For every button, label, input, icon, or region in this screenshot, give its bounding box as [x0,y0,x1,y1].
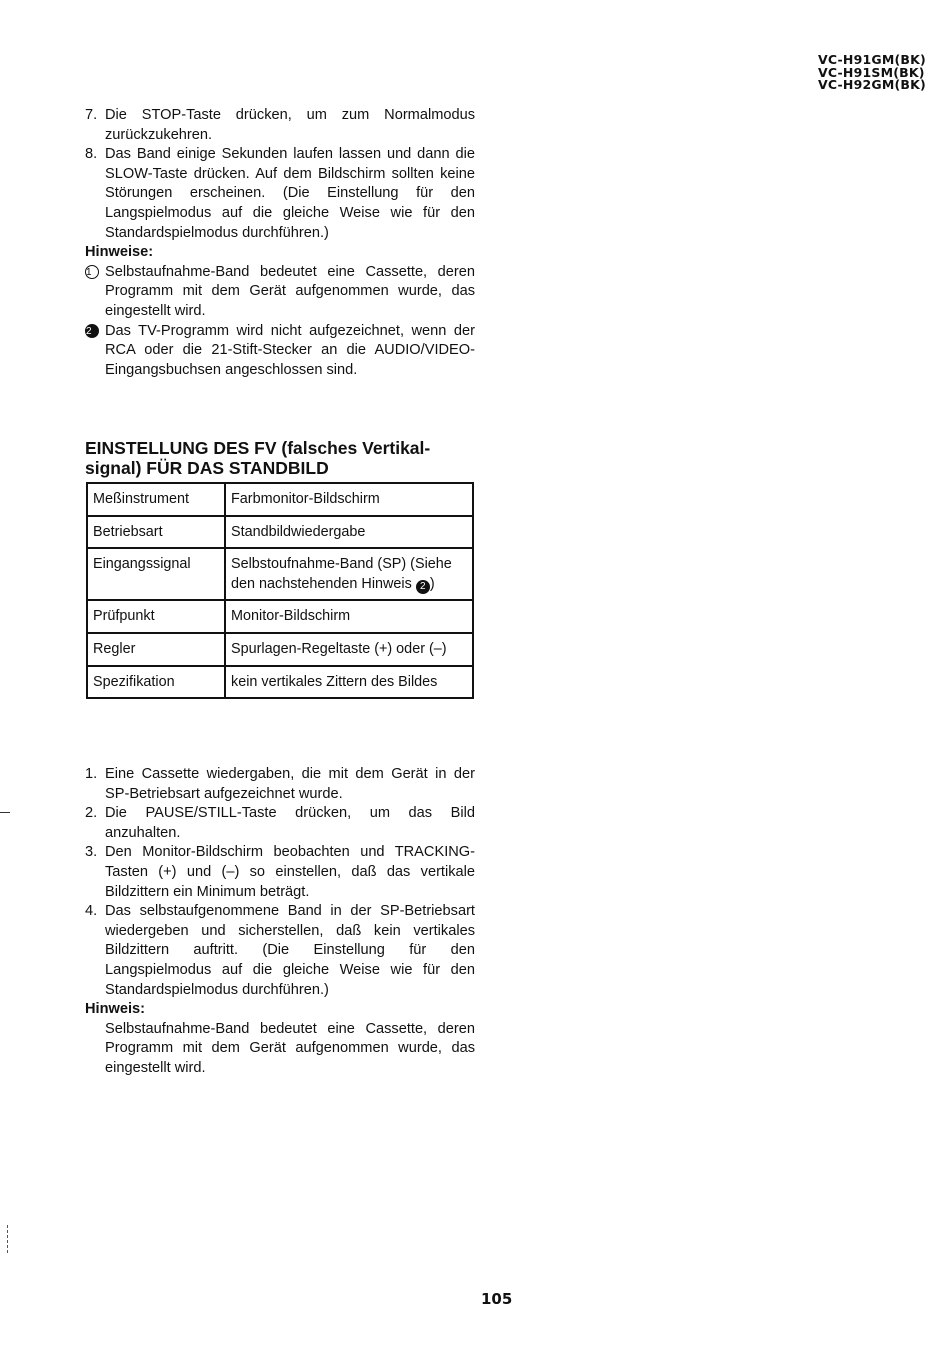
table-key: Spezifikation [87,666,225,699]
model-number: VC-H92GM(BK) [818,77,926,92]
table-value: Spurlagen-Regeltaste (+) oder (–) [225,633,473,666]
section-title: EINSTELLUNG DES FV (falsches Vertikal-signal) FÜR DAS STANDBILD [85,438,431,478]
step-item [85,804,475,843]
table-value: Standbildwiedergabe [225,516,473,549]
table-key: Prüfpunkt [87,600,225,633]
note-text: Das TV-Programm wird nicht aufgezeichnet, wenn der RCA oder die 21-Stift-Stecker an die AUDIO/VIDEO-Eingangsbuchsen angeschlossen sind. [105,322,475,378]
circled-number-icon: 1 [85,265,99,279]
step-text: Die STOP-Taste drücken, um zum Normalmodus zurückzukehren. [105,107,475,143]
table-row [87,483,473,516]
table-value: kein vertikales Zittern des Bildes [225,666,473,699]
model-number: VC-H91GM(BK) [818,52,926,67]
table-key: Eingangssignal [87,548,225,600]
step-item [85,106,475,145]
model-number: VC-H91SM(BK) [818,64,925,80]
step-text: Eine Cassette wiedergaben, die mit dem Gerät in der SP-Betriebsart aufgezeichnet wurde. [105,766,475,802]
note-heading: Hinweis: [85,1001,146,1018]
table-value-text: Selbstoufnahme-Band (SP) (Siehe den nachstehenden Hinweis [231,556,452,592]
table-row [87,633,473,666]
spec-table [86,482,474,699]
bottom-steps-section [85,765,475,1079]
table-row [87,548,473,600]
step-item [85,145,475,243]
note-item [85,1020,475,1079]
step-text: Den Monitor-Bildschirm beobachten und TRACKING-Tasten (+) und (–) so einstellen, daß das vertikale Bildzittern ein Minimum beträgt. [105,844,475,900]
step-text: Das selbstaufgenommene Band in der SP-Betriebsart wiedergeben und sicherstellen, daß kein vertikales Bildzittern auftritt. (Die Einstellung für den Langspielmodus auf die gleiche Weise wie für den Standardspielmodus durchführen.) [105,903,475,998]
circled-number-icon: 2 [416,580,430,594]
table-value: Monitor-Bildschirm [225,600,473,633]
margin-tick-mark [0,812,10,813]
table-value-suffix: ) [429,575,435,592]
step-text: Das Band einige Sekunden laufen lassen und dann die SLOW-Taste drücken. Auf dem Bildschirm sollten keine Störungen erscheinen. (Die Einstellung für den Langspielmodus auf die gleiche Weise wie für den Standardspielmodus durchführen.) [105,146,475,241]
top-steps-section [85,106,475,380]
scan-edge-mark [7,1225,8,1253]
step-number: 4. [85,903,98,920]
table-row [87,516,473,549]
page-number: 105 [481,1290,513,1308]
note-item [85,263,475,322]
table-value [225,548,473,600]
table-value: Farbmonitor-Bildschirm [225,483,473,516]
step-number: 2. [85,805,98,822]
table-row [87,600,473,633]
table-key: Betriebsart [87,516,225,549]
step-number: 7. [85,107,98,123]
table-row [87,666,473,699]
note-text: Selbstaufnahme-Band bedeutet eine Cassette, deren Programm mit dem Gerät aufgenommen wurde, das eingestellt wird. [105,263,475,319]
table-key: Meßinstrument [87,483,225,516]
step-item [85,765,475,804]
note-text: Selbstaufnahme-Band bedeutet eine Cassette, deren Programm mit dem Gerät aufgenommen wurde, das eingestellt wird. [105,1020,475,1076]
note-item [85,322,475,381]
notes-heading: Hinweise: [85,244,154,261]
step-text: Die PAUSE/STILL-Taste drücken, um das Bild anzuhalten. [105,805,475,841]
model-number-block [818,54,926,92]
step-number: 1. [85,766,98,782]
step-item [85,902,475,1000]
step-item [85,843,475,902]
step-number: 8. [85,146,98,163]
circled-number-icon: 2 [85,324,99,338]
table-key: Regler [87,633,225,666]
step-number: 3. [85,844,98,861]
